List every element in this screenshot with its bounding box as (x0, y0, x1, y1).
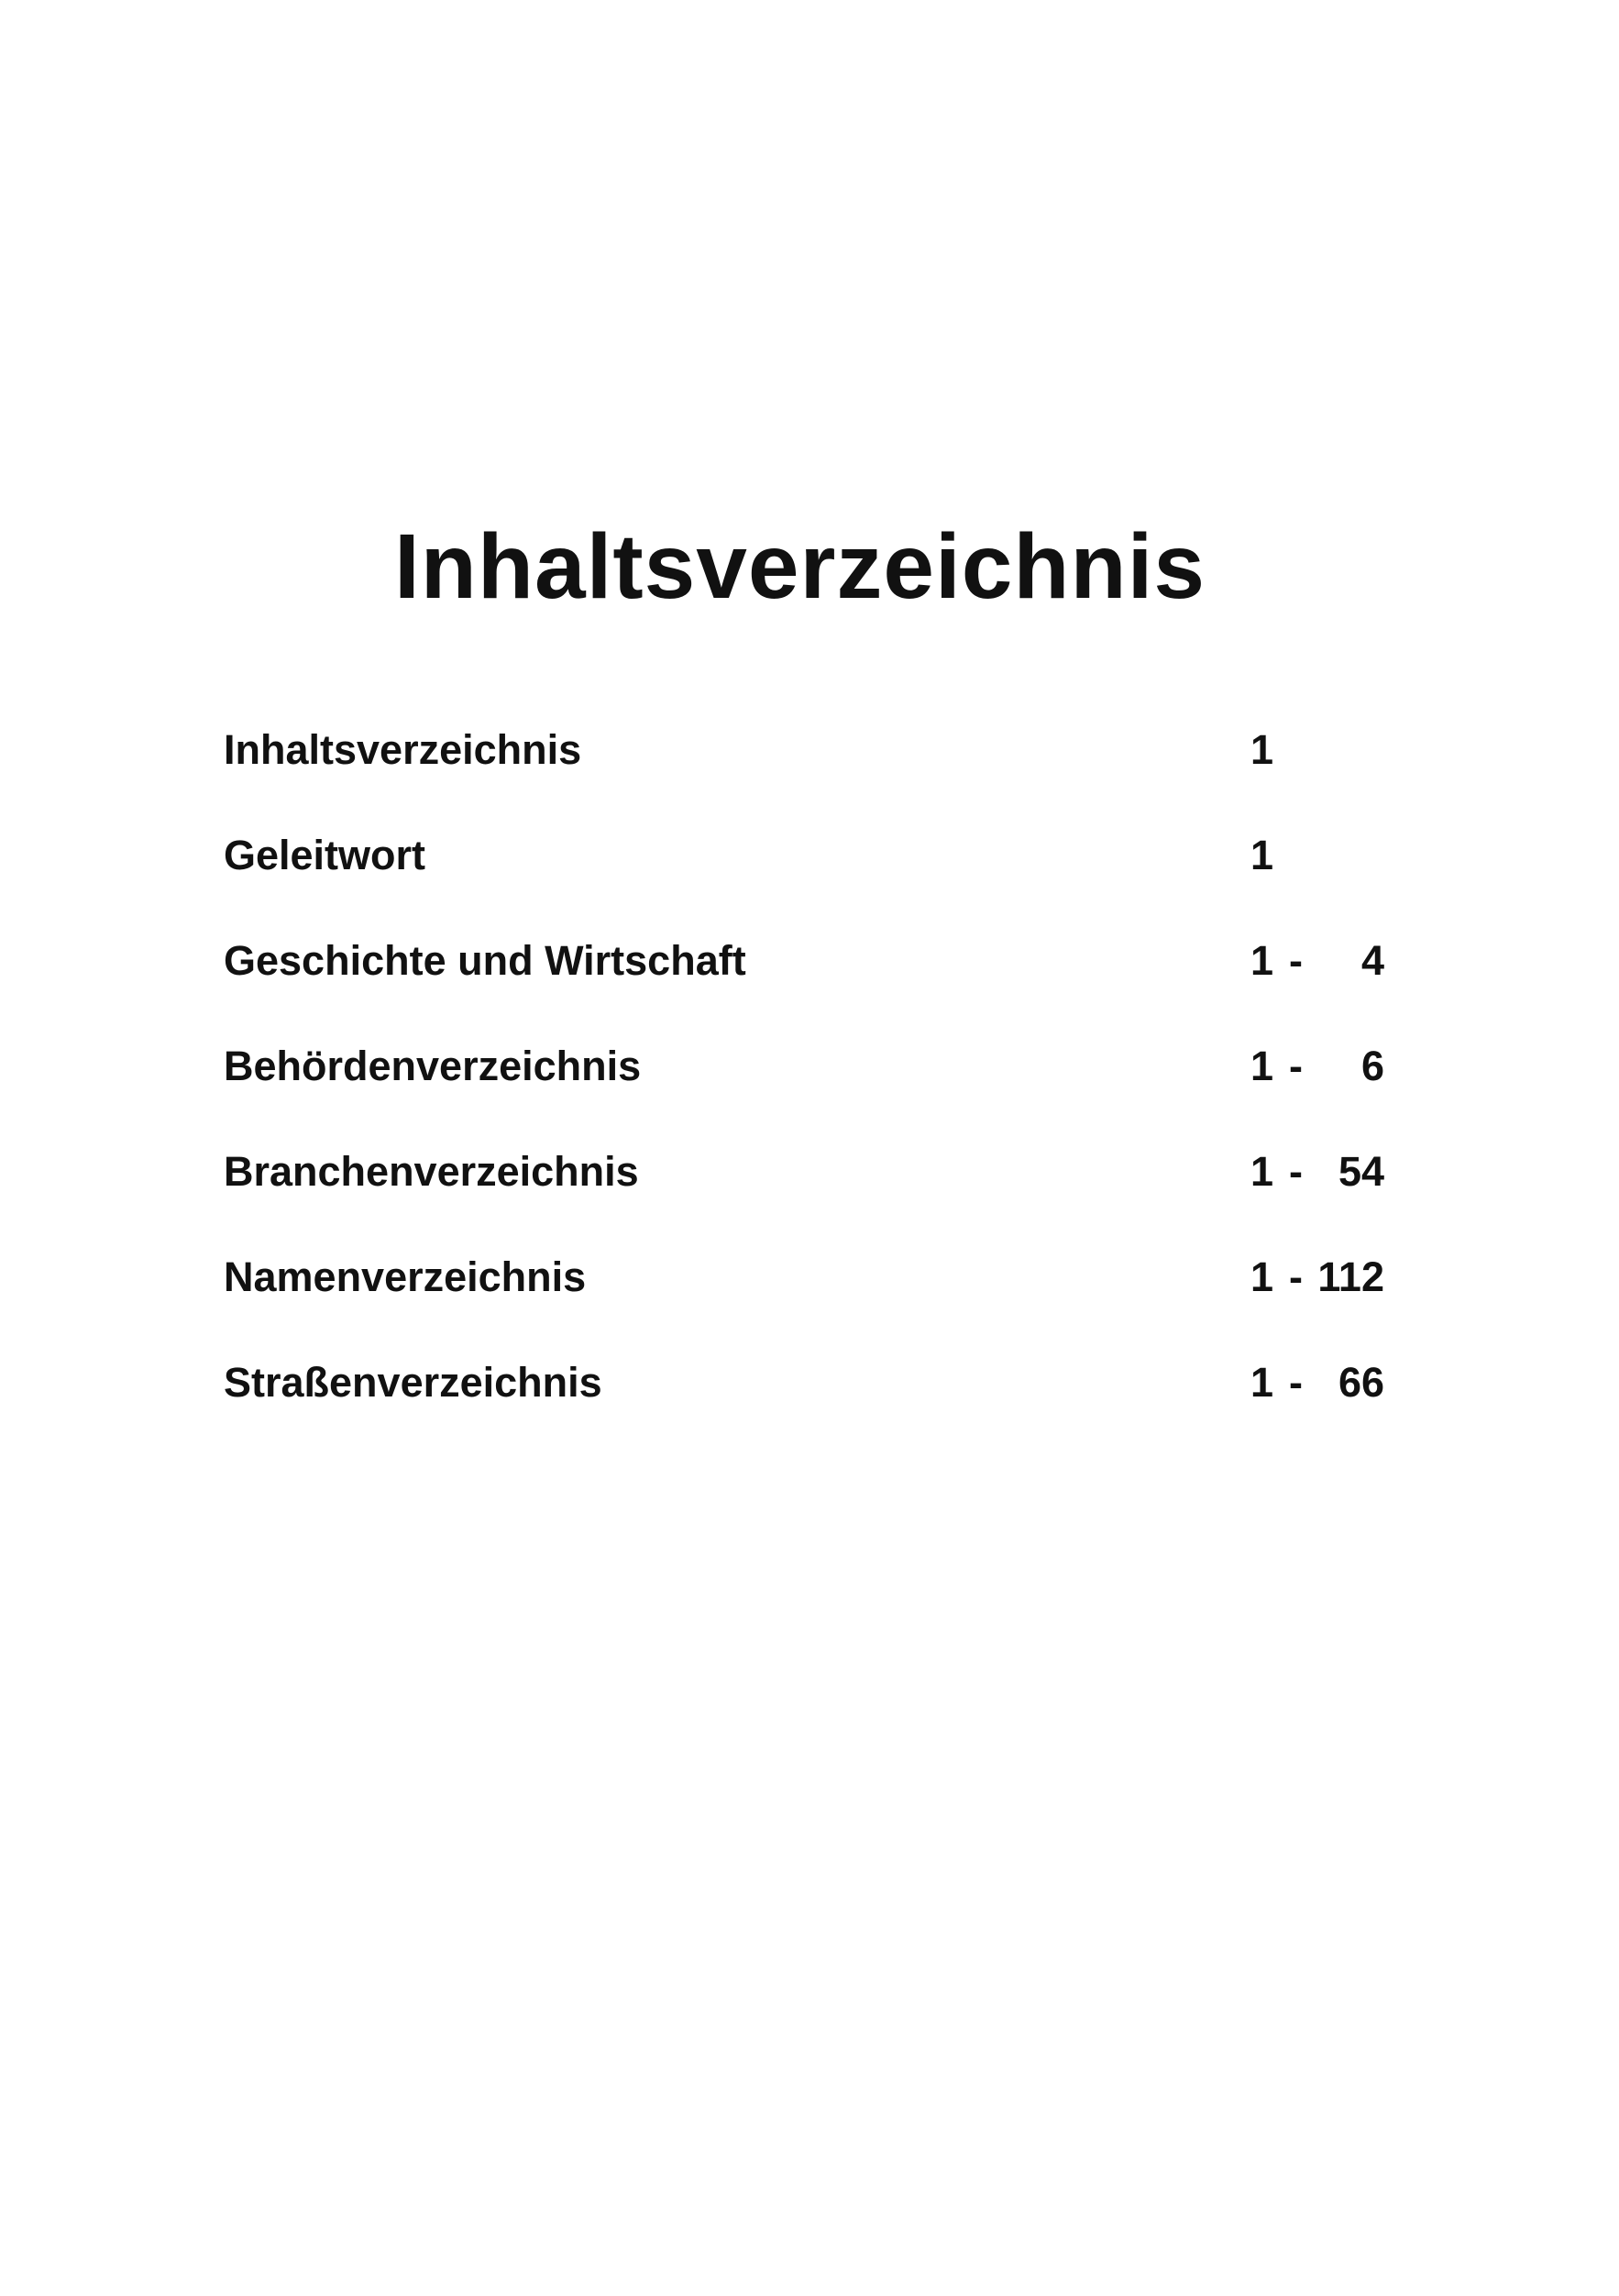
toc-page-separator: - (1289, 1253, 1303, 1300)
toc-entry-label: Geleitwort (224, 832, 426, 878)
toc-entry-pages (1250, 1357, 1434, 1408)
toc-page-end: 4 (1360, 937, 1384, 984)
page-title: Inhaltsverzeichnis (394, 515, 1206, 618)
toc-entry-geleitwort (224, 830, 1434, 935)
toc-page-start: 1 (1250, 832, 1274, 878)
toc-page-start: 1 (1250, 1359, 1274, 1406)
toc-page-separator: - (1289, 1359, 1303, 1406)
toc-entry-pages (1250, 1252, 1434, 1303)
toc-entry-pages (1250, 1041, 1434, 1092)
toc-page-start: 1 (1250, 1043, 1274, 1089)
toc-entry-strassenverzeichnis (224, 1357, 1434, 1463)
toc-page-end: 66 (1338, 1359, 1384, 1406)
toc-entry-pages (1250, 935, 1434, 987)
toc-entry-geschichte-und-wirtschaft (224, 935, 1434, 1041)
toc-page-end: 112 (1317, 1253, 1384, 1300)
toc-page-end: 54 (1338, 1148, 1384, 1195)
toc-page-end: 6 (1360, 1043, 1384, 1089)
toc-page-start: 1 (1250, 1148, 1274, 1195)
toc-entry-label: Straßenverzeichnis (224, 1359, 602, 1406)
toc-page-start: 1 (1250, 937, 1274, 984)
toc-entry-label: Namenverzeichnis (224, 1253, 587, 1300)
toc-entry-behoerdenverzeichnis (224, 1041, 1434, 1146)
table-of-contents (224, 724, 1434, 1463)
toc-entry-branchenverzeichnis (224, 1146, 1434, 1252)
toc-entry-label: Branchenverzeichnis (224, 1148, 639, 1195)
toc-entry-label: Behördenverzeichnis (224, 1043, 642, 1089)
toc-page-separator: - (1289, 1148, 1303, 1195)
toc-entry-pages (1250, 830, 1434, 881)
toc-page-separator: - (1289, 937, 1303, 984)
toc-page-start: 1 (1250, 726, 1274, 773)
toc-entry-label: Inhaltsverzeichnis (224, 726, 582, 773)
toc-page-separator: - (1289, 1043, 1303, 1089)
toc-entry-inhaltsverzeichnis (224, 724, 1434, 830)
toc-entry-namenverzeichnis (224, 1252, 1434, 1357)
toc-entry-pages (1250, 1146, 1434, 1198)
toc-entry-pages (1250, 724, 1434, 776)
toc-page-start: 1 (1250, 1253, 1274, 1300)
toc-entry-label: Geschichte und Wirtschaft (224, 937, 746, 984)
